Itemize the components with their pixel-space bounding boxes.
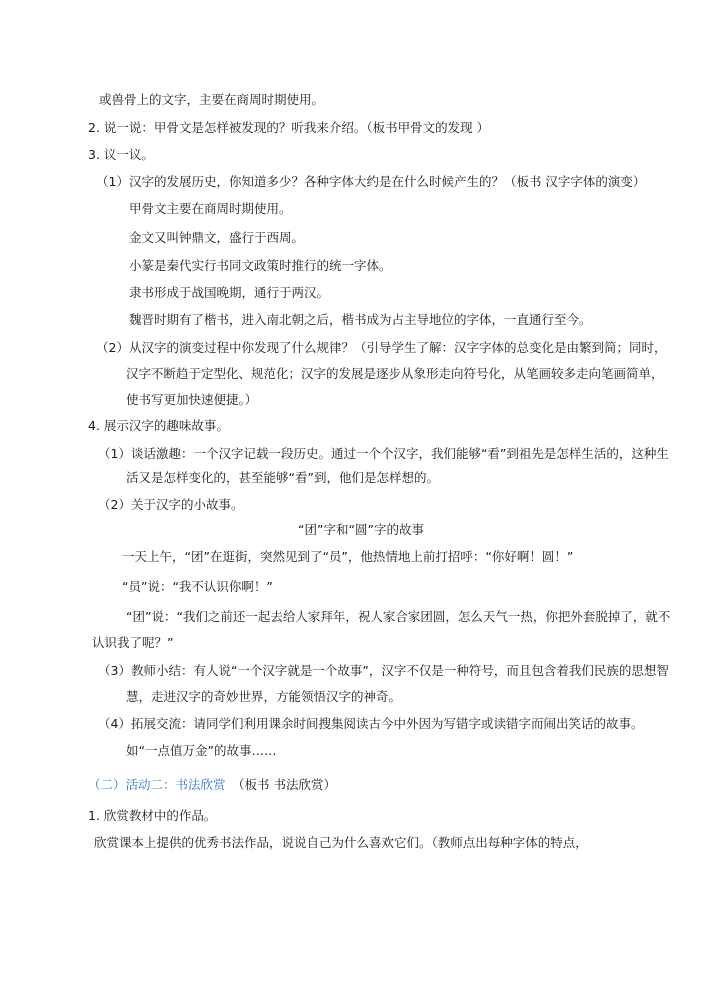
- text-line: 认识我了呢？”: [92, 635, 174, 650]
- text-line: 小篆是秦代实行书同文政策时推行的统一字体。: [129, 258, 392, 273]
- text-line: 甲骨文主要在商周时期使用。: [129, 201, 292, 216]
- text-line: （2）从汉字的演变过程中你发现了什么规律？（引导学生了解：汉字字体的总变化是由繁到简；同时，: [96, 340, 667, 355]
- text-line: 慧，走进汉字的奇妙世界，方能领悟汉字的神奇。: [126, 689, 402, 704]
- text-line: 3. 议一议。: [88, 147, 154, 162]
- text-line: 汉字不断趋于定型化、规范化；汉字的发展是逐步从象形走向符号化，从笔画较多走向笔画简单，: [126, 366, 664, 381]
- text-line: （4）拓展交流：请同学们利用课余时间搜集阅读古今中外因为写错字或读错字而闹出笑话的故事。: [98, 716, 644, 731]
- board-note: （板书 书法欣赏）: [232, 777, 336, 792]
- text-line: 1. 欣赏教材中的作品。: [88, 808, 217, 823]
- text-line: 4. 展示汉字的趣味故事。: [88, 418, 229, 433]
- text-line: （1）谈话激趣：一个汉字记载一段历史。通过一个个汉字，我们能够“看”到祖先是怎样生活的，这种生: [98, 446, 669, 461]
- text-line: “团”说：“我们之前还一起去给人家拜年，祝人家合家团圆，怎么天气一热，你把外套脱掉了，就不: [126, 609, 671, 624]
- text-line: 如“一点值万金”的故事……: [126, 743, 277, 758]
- text-line: 隶书形成于战国晚期，通行于两汉。: [129, 285, 330, 300]
- text-line: 金文又叫钟鼎文，盛行于西周。: [129, 230, 305, 245]
- text-line: 一天上午，“团”在逛街，突然见到了“员”，他热情地上前打招呼：“你好啊！圆！”: [122, 549, 574, 564]
- text-line: 2. 说一说：甲骨文是怎样被发现的？听我来介绍。（板书甲骨文的发现 ）: [88, 120, 490, 135]
- text-line: （2）关于汉字的小故事。: [98, 497, 244, 512]
- text-line: “员”说：“我不认识你啊！”: [122, 579, 273, 594]
- text-line: 或兽骨上的文字，主要在商周时期使用。: [99, 92, 325, 107]
- text-line: （3）教师小结：有人说“一个汉字就是一个故事”，汉字不仅是一种符号，而且包含着我们民族的思想智: [98, 663, 669, 678]
- story-title: “团”字和“圆”字的故事: [298, 522, 424, 537]
- text-line: 使书写更加快速便捷。）: [126, 392, 258, 407]
- text-line: 活又是怎样变化的，甚至能够“看”到，他们是怎样想的。: [126, 470, 439, 485]
- text-line: （1）汉字的发展历史，你知道多少？各种字体大约是在什么时候产生的？（板书 汉字字体的演变）: [96, 174, 646, 189]
- text-line: 欣赏课本上提供的优秀书法作品，说说自己为什么喜欢它们。（教师点出每种字体的特点，: [94, 835, 588, 850]
- text-line: 魏晋时期有了楷书，进入南北朝之后，楷书成为占主导地位的字体，一直通行至今。: [129, 312, 592, 327]
- section-heading: （二）活动二：书法欣赏: [88, 777, 226, 792]
